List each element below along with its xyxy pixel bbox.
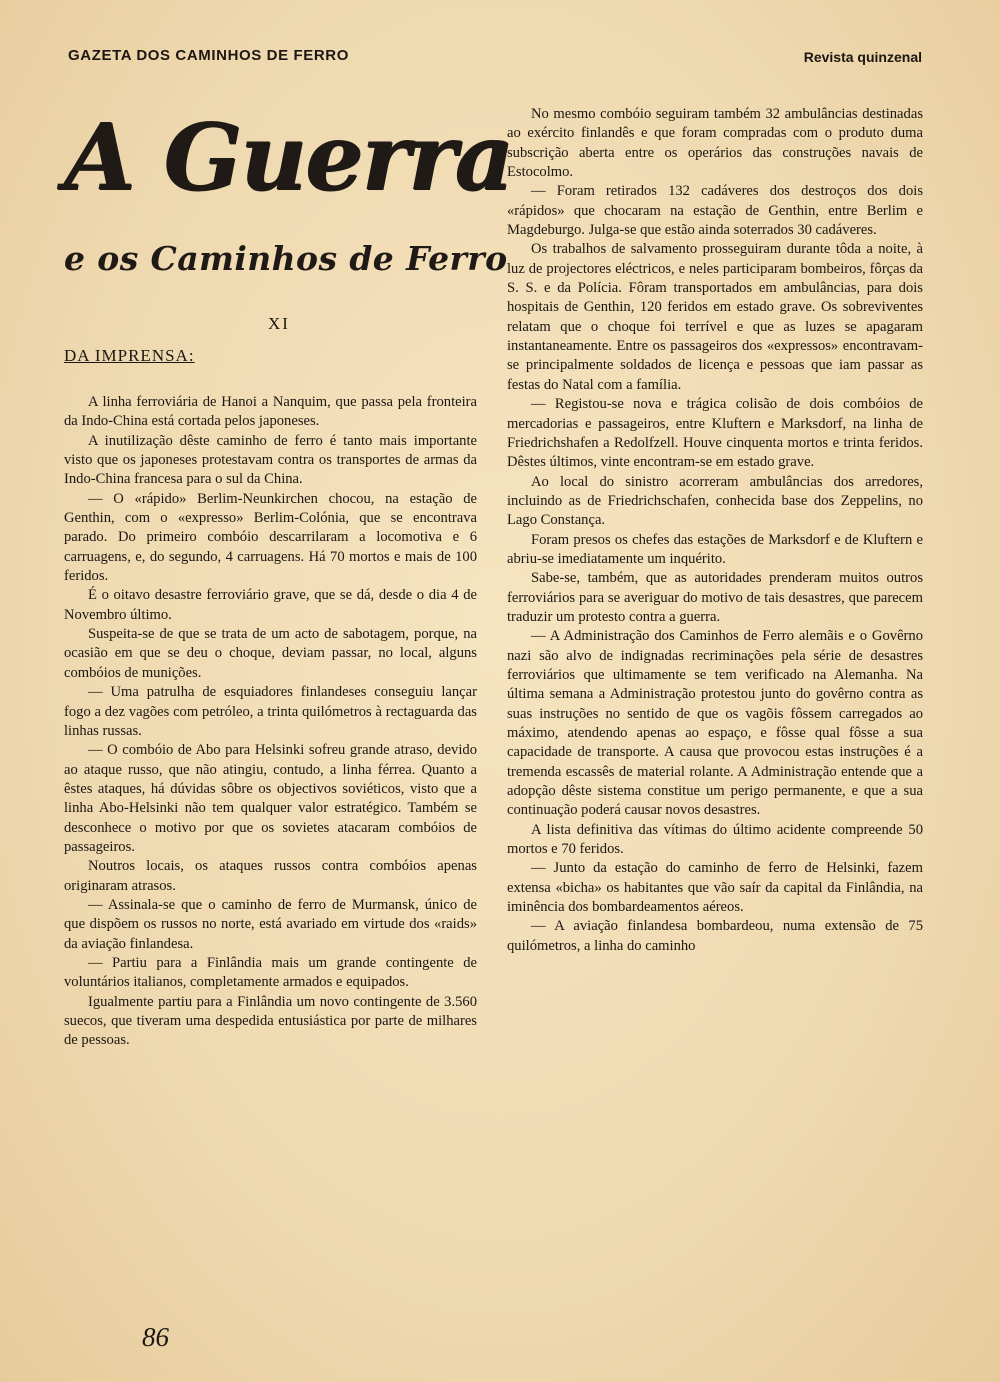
paragraph: É o oitavo desastre ferroviário grave, que se dá, desde o dia 4 de Novembro último. xyxy=(64,587,477,623)
paragraph: — Partiu para a Finlândia mais um grande contingente de voluntários italianos, completamente armados e equipados. xyxy=(64,954,477,991)
paragraph: Foram presos os chefes das estações de Marksdorf e de Kluftern e abriu-se imediatamente um inquérito. xyxy=(507,531,923,567)
paragraph: — Assinala-se que o caminho de ferro de Murmansk, único de que dispõem os russos no norte, está avariado em virtude dos «raids» da aviação finlandesa. xyxy=(64,896,477,952)
paragraph: No mesmo combóio seguiram também 32 ambulâncias destinadas ao exército finlandês e que foram compradas com o produto duma subscrição aberta entre os operários das construções navais de Estocolmo. xyxy=(507,106,923,181)
paragraph: A lista definitiva das vítimas do último acidente compreende 50 mortos e 70 feridos. xyxy=(507,821,923,858)
paragraph: Sabe-se, também, que as autoridades prenderam muitos outros ferroviários para se averiguar do motivo de tais desastres, que parecem traduzir um protesto contra a guerra. xyxy=(507,570,923,625)
paragraph: Suspeita-se de que se trata de um acto de sabotagem, porque, na ocasião em que se deu o choque, deviam passar, no local, alguns combóios de munições. xyxy=(64,626,477,681)
section-heading: DA IMPRENSA: xyxy=(64,346,195,365)
paragraph: — Foram retirados 132 cadáveres dos destroços dos dois «rápidos» que chocaram na estação de Genthin, entre Berlim e Magdeburgo. Julga-se que estão ainda soterrados 30 cadáveres. xyxy=(507,183,923,239)
publication-subtitle: Revista quinzenal xyxy=(803,49,922,65)
paragraph: Ao local do sinistro acorreram ambulâncias dos arredores, incluindo as de Friedrichschafen, conhecida base dos Zeppelins, no Lago Constança. xyxy=(507,473,923,529)
paragraph: Noutros locais, os ataques russos contra combóios apenas originaram atrasos. xyxy=(64,858,477,894)
section-number: XI xyxy=(268,314,290,333)
paragraph: A inutilização dêste caminho de ferro é tanto mais importante visto que os japoneses protestavam contra os transportes de armas da Indo-China francesa para o sul da China. xyxy=(64,432,477,488)
paragraph: — O combóio de Abo para Helsinki sofreu grande atraso, devido ao ataque russo, que não atingiu, contudo, a linha férrea. Quanto a êstes ataques, há dúvidas sôbre os objectivos soviéticos, visto que a linha Abo-Helsinki não tem qualquer valor estratégico. Também se desconhece o motivo por que os sovietes atacaram combóios de passageiros. xyxy=(64,742,477,855)
page-number: 86 xyxy=(142,1322,169,1352)
paragraph: — Uma patrulha de esquiadores finlandeses conseguiu lançar fogo a dez vagões com petróleo, a trinta quilómetros à rectaguarda das linhas russas. xyxy=(64,684,477,739)
paragraph: Igualmente partiu para a Finlândia um novo contingente de 3.560 suecos, que tiveram uma despedida entusiástica por parte de milhares de pessoas. xyxy=(64,993,477,1049)
article-title: A Guerra xyxy=(64,103,512,211)
paragraph: — A Administração dos Caminhos de Ferro alemãis e o Govêrno nazi são alvo de indignadas recriminações pela série de desastres ferroviários que ultimamente se tem verificado na Alemanha. Na última semana a Administração protestou junto do govêrno contra as suas instruções no sentido de que os vagõis fôssem carregados ao máximo, atendendo apenas ao espaço, e fôsse qual fôsse a sua capacidade de transporte. A causa que provocou estas instruções é a tremenda escassês de material rolante. A Administração entende que a adopção dêste sistema constitue um perigo permanente, e que a sua continuação poderá causar novos desastres. xyxy=(507,628,923,819)
paragraph: — O «rápido» Berlim-Neunkirchen chocou, na estação de Genthin, com o «expresso» Berlim-Colónia, que se encontrava parado. Do primeiro combóio descarrilaram a locomotiva e 6 carruagens, e, do segundo, 4 carruagens. Há 70 mortos e mais de 100 feridos. xyxy=(64,490,477,585)
article-subtitle: e os Caminhos de Ferro xyxy=(64,239,508,278)
publication-name: GAZETA DOS CAMINHOS DE FERRO xyxy=(68,47,349,64)
paragraph: — Registou-se nova e trágica colisão de dois combóios de mercadorias e passageiros, entre Kluftern e Marksdorf, na linha de Friedrichshafen a Redolfzell. Houve cinquenta mortos e trinta feridos. Dêstes últimos, vinte encontram-se em estado grave. xyxy=(507,396,923,471)
paragraph: — Junto da estação do caminho de ferro de Helsinki, fazem extensa «bicha» os habitantes que vão saír da capital da Finlândia, na iminência dos bombardeamentos aéreos. xyxy=(507,860,923,916)
right-column xyxy=(507,105,923,956)
paragraph: Os trabalhos de salvamento prosseguiram durante tôda a noite, à luz de projectores eléctricos, e neles participaram bombeiros, fôrças da S. S. e da Polícia. Fôram transportados em ambulâncias, para dois hospitais de Genthin, 120 feridos em estado grave. Os sobreviventes relatam que o choque foi terrível e que as luzes se apagaram instantaneamente. Entre os passageiros dos «expressos» encontravam-se principalmente soldados de licença e pessoas que iam passar as festas do Natal com a família. xyxy=(507,241,923,393)
paragraph: A linha ferroviária de Hanoi a Nanquim, que passa pela fronteira da Indo-China está cortada pelos japoneses. xyxy=(64,394,477,430)
left-column xyxy=(64,393,477,1051)
paragraph: — A aviação finlandesa bombardeou, numa extensão de 75 quilómetros, a linha do caminho xyxy=(507,918,923,954)
